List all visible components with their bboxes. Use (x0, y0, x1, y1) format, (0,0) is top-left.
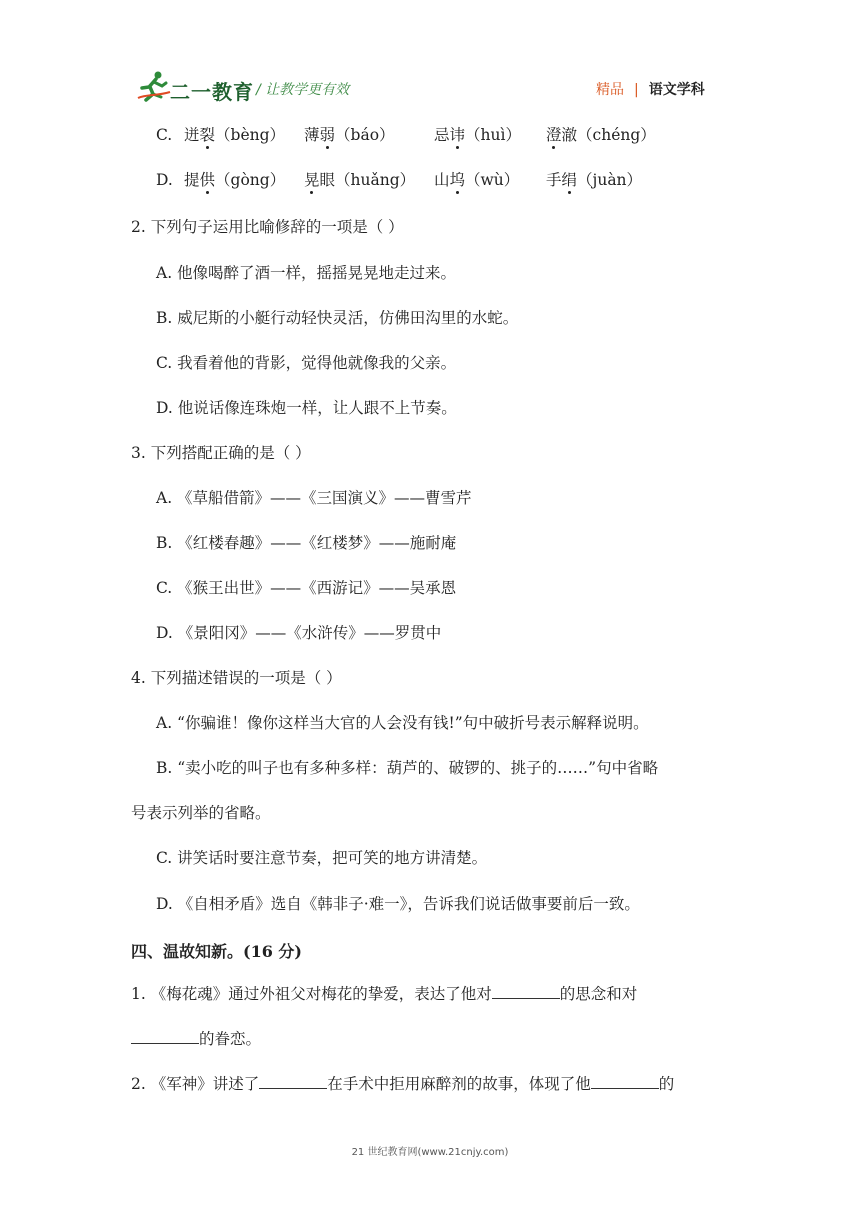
dotted-char: 绢 (561, 171, 578, 189)
word-item (546, 125, 656, 145)
pinyin: （báo） (335, 126, 395, 144)
page-header (0, 0, 860, 110)
dotted-char: 晃 (304, 171, 320, 189)
slogan: / 让教学更有效 (256, 82, 350, 98)
fill-item-1 (131, 984, 637, 1004)
word-item (304, 170, 415, 190)
q3-stem: 3. 下列搭配正确的是（ ） (131, 444, 311, 462)
q4-option-c: C. 讲笑话时要注意节奏，把可笑的地方讲清楚。 (156, 849, 488, 867)
q4-option-b: B. “卖小吃的叫子也有多种多样：葫芦的、破锣的、挑子的……”句中省略 (156, 759, 659, 777)
dotted-char: 裂 (199, 126, 216, 144)
word-item (546, 170, 642, 190)
char: 迸 (184, 126, 200, 144)
pinyin: （huǎng） (335, 171, 416, 189)
char: 提 (184, 171, 200, 189)
runner-logo-icon (136, 70, 172, 102)
word-item (434, 170, 519, 190)
answer-blank[interactable] (259, 1074, 327, 1089)
char: 薄 (304, 126, 320, 144)
item-text: 2. 《军神》讲述了 (131, 1075, 260, 1093)
pinyin: （gòng） (215, 171, 286, 189)
q4-option-d: D. 《自相矛盾》选自《韩非子·难一》，告诉我们说话做事要前后一致。 (156, 895, 640, 913)
word-item (304, 125, 395, 145)
q4-stem: 4. 下列描述错误的一项是（ ） (131, 669, 342, 687)
item-text: 的眷恋。 (199, 1030, 262, 1048)
q3-option-b: B. 《红楼春趣》——《红楼梦》——施耐庵 (156, 534, 457, 552)
item-text: 1. 《梅花魂》通过外祖父对梅花的挚爱，表达了他对 (131, 985, 492, 1003)
q3-option-d: D. 《景阳冈》——《水浒传》——罗贯中 (156, 624, 442, 642)
page-footer: 21 世纪教育网(www.21cnjy.com) (351, 1147, 509, 1158)
pinyin: （huì） (465, 126, 521, 144)
q4-option-a: A. “你骗谁！像你这样当大官的人会没有钱!”句中破折号表示解释说明。 (156, 714, 649, 732)
brand-logo (136, 70, 254, 106)
option-label: C. (156, 126, 173, 144)
header-subject-tag (596, 79, 705, 99)
char: 手 (546, 171, 562, 189)
q2-option-b: B. 威尼斯的小艇行动轻快灵活，仿佛田沟里的水蛇。 (156, 309, 519, 327)
q3-option-a: A. 《草船借箭》——《三国演义》——曹雪芹 (156, 489, 472, 507)
word-item (434, 125, 521, 145)
q2-option-c: C. 我看着他的背影，觉得他就像我的父亲。 (156, 354, 457, 372)
quality-label: 精品 (596, 82, 624, 98)
char: 忌 (434, 126, 450, 144)
item-text: 的 (658, 1075, 675, 1093)
pinyin: （juàn） (577, 171, 643, 189)
pinyin: （bèng） (215, 126, 286, 144)
answer-blank[interactable] (591, 1074, 659, 1089)
dotted-char: 供 (199, 171, 216, 189)
dotted-char: 澄 (546, 126, 562, 144)
q3-option-c: C. 《猴王出世》——《西游记》——吴承恩 (156, 579, 457, 597)
subject-label: 语文学科 (648, 82, 705, 98)
dotted-char: 坞 (449, 171, 466, 189)
section-title: 四、温故知新。(16 分) (131, 942, 302, 961)
dotted-char: 讳 (449, 126, 466, 144)
dotted-char: 弱 (319, 126, 336, 144)
answer-blank[interactable] (131, 1029, 199, 1044)
answer-blank[interactable] (492, 984, 560, 999)
fill-item-2 (131, 1074, 674, 1094)
q2-option-d: D. 他说话像连珠炮一样，让人跟不上节奏。 (156, 399, 457, 417)
q4-option-b-cont: 号表示列举的省略。 (131, 804, 271, 822)
logo-text: 二一教育 (170, 80, 254, 104)
option-label: D. (156, 171, 173, 189)
word-item (184, 170, 285, 190)
pinyin: （wù） (465, 171, 520, 189)
separator: | (634, 82, 639, 98)
char: 澈 (561, 126, 578, 144)
char: 山 (434, 171, 450, 189)
item-text: 在手术中拒用麻醉剂的故事，体现了他 (327, 1075, 591, 1093)
q2-option-a: A. 他像喝醉了酒一样，摇摇晃晃地走过来。 (156, 264, 457, 282)
q2-stem: 2. 下列句子运用比喻修辞的一项是（ ） (131, 218, 404, 236)
item-text: 的思念和对 (559, 985, 638, 1003)
char: 眼 (319, 171, 336, 189)
pinyin: （chéng） (577, 126, 656, 144)
word-item (184, 125, 285, 145)
fill-item-1-cont (131, 1029, 261, 1049)
